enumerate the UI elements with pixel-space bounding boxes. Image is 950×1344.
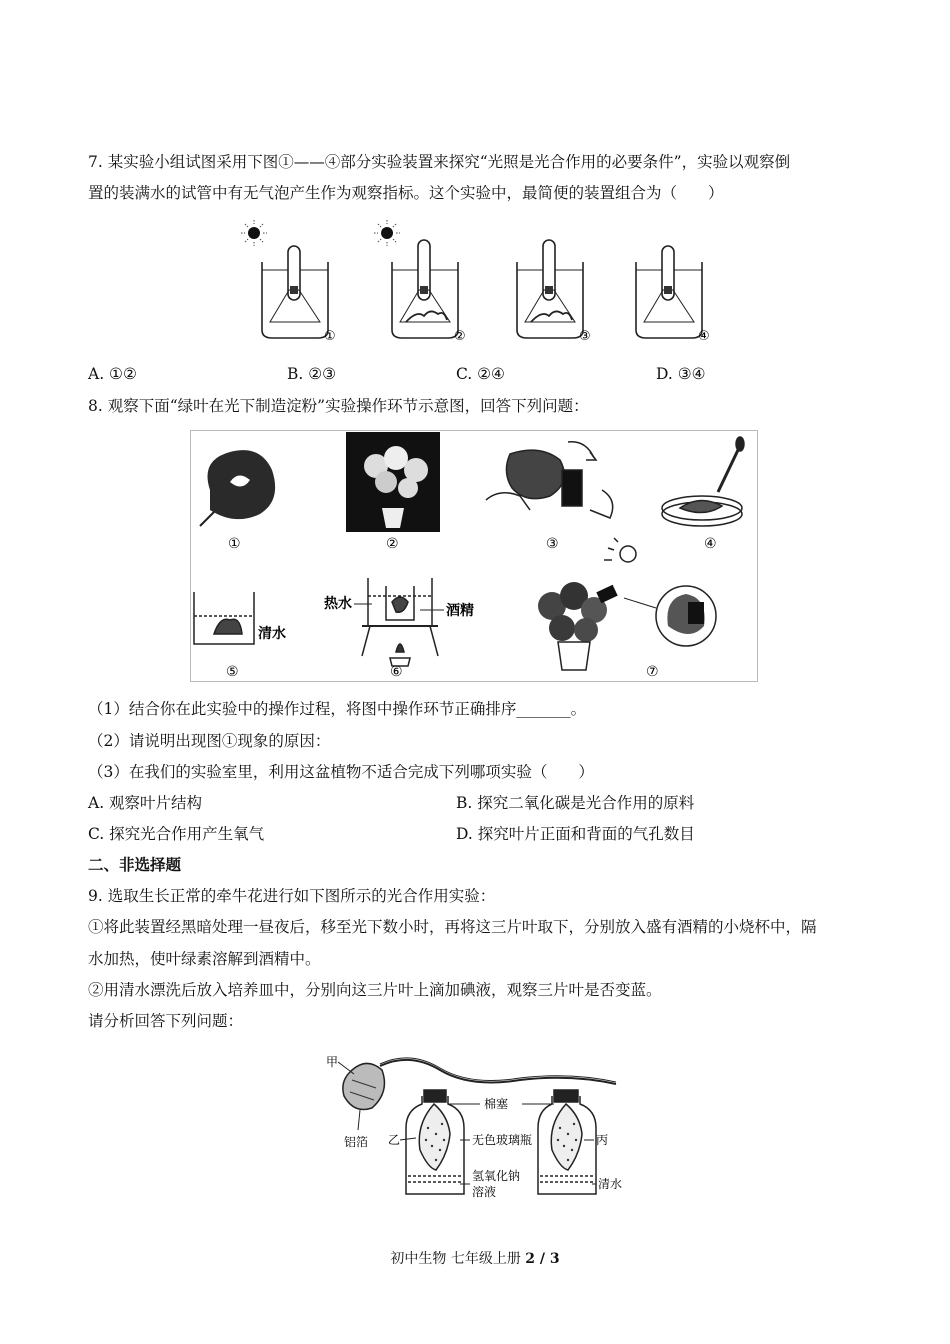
q8-option-b: B. 探究二氧化碳是光合作用的原料 (456, 794, 695, 812)
q8-stem: 8. 观察下面“绿叶在光下制造淀粉”实验操作环节示意图，回答下列问题： (88, 397, 589, 415)
q8-option-d: D. 探究叶片正面和背面的气孔数目 (456, 825, 695, 843)
q8-sub3: （3）在我们的实验室里，利用这盆植物不适合完成下列哪项实验（ ） (88, 763, 594, 781)
label-water: 清水 (258, 626, 286, 642)
beaker-icon (194, 592, 254, 644)
sun-icon (604, 538, 636, 562)
q8-option-c: C. 探究光合作用产生氧气 (88, 825, 265, 843)
q7-option-b: B. ②③ (287, 365, 337, 383)
q7-stem-line2: 置的装满水的试管中有无气泡产生作为观察指标。这个实验中，最简便的装置组合为（ ） (88, 184, 724, 202)
q9-stem: 9. 选取生长正常的牵牛花进行如下图所示的光合作用实验： (88, 887, 496, 905)
fig-label-2: ② (386, 536, 399, 552)
label-naoh-2: 溶液 (472, 1185, 497, 1199)
q9-experiment-figure (320, 1044, 630, 1204)
sun-icon (374, 220, 400, 246)
q8-option-a: A. 观察叶片结构 (88, 794, 203, 812)
q8-sub2: （2）请说明出现图①现象的原因： (88, 732, 331, 750)
glass-bottle-icon (538, 1090, 596, 1194)
fig-label-1: ① (228, 536, 241, 552)
q9-step1-line1: ①将此装置经黑暗处理一昼夜后，移至光下数小时，再将这三片叶取下，分别放入盛有酒精的小烧杯中，隔 (88, 918, 817, 936)
fig-label-4: ④ (704, 536, 717, 552)
section-heading: 二、非选择题 (88, 856, 182, 874)
label-yi: 乙 (388, 1133, 401, 1147)
fig-label-3: ③ (579, 329, 591, 344)
q8-sub1: （1）结合你在此实验中的操作过程，将图中操作环节正确排序_______。 (88, 700, 587, 718)
petri-dish-dropper-icon (662, 437, 744, 526)
label-foil: 铝箔 (344, 1135, 369, 1149)
q7-option-d: D. ③④ (656, 365, 706, 383)
hands-covering-leaf-icon (486, 442, 613, 518)
label-water: 清水 (598, 1177, 623, 1191)
label-hot-water: 热水 (324, 596, 352, 612)
covered-leaf-icon (624, 586, 716, 646)
fig-label-2: ② (454, 329, 466, 344)
page-footer (0, 1248, 950, 1268)
page-number: 2 / 3 (525, 1251, 560, 1267)
fig-label-7: ⑦ (646, 664, 659, 680)
label-bottle: 无色玻璃瓶 (472, 1133, 533, 1147)
label-jia: 甲 (326, 1055, 339, 1069)
fig-label-5: ⑤ (226, 664, 239, 680)
fig-label-6: ⑥ (390, 664, 403, 680)
q7-stem-line1: 7. 某实验小组试图采用下图①——④部分实验装置来探究“光照是光合作用的必要条件”，实验以观察倒 (88, 153, 791, 171)
q9-step1-line2: 水加热，使叶绿素溶解到酒精中。 (88, 950, 321, 968)
label-alcohol: 酒精 (446, 603, 474, 619)
water-bath-icon (354, 578, 444, 666)
q7-option-c: C. ②④ (456, 365, 505, 383)
sun-icon (241, 220, 267, 246)
label-naoh-1: 氢氧化钠 (472, 1169, 521, 1183)
fig-label-3: ③ (546, 536, 559, 552)
q7-option-a: A. ①② (88, 365, 137, 383)
q8-procedure-figure (190, 430, 758, 682)
label-cotton: 棉塞 (484, 1097, 509, 1111)
glass-bottle-icon (406, 1090, 464, 1194)
foil-wrapped-leaf-icon (343, 1063, 385, 1130)
potted-plant-icon (538, 582, 618, 670)
label-bing: 丙 (596, 1133, 609, 1147)
leaf-icon (200, 450, 275, 526)
q9-step2: ②用清水漂洗后放入培养皿中，分别向这三片叶上滴加碘液，观察三片叶是否变蓝。 (88, 981, 662, 999)
q7-apparatus-figure (232, 218, 722, 348)
footer-text: 初中生物 七年级上册 (390, 1251, 526, 1267)
fig-label-1: ① (324, 329, 336, 344)
q9-prompt: 请分析回答下列问题： (88, 1012, 244, 1030)
fig-label-4: ④ (698, 329, 710, 344)
